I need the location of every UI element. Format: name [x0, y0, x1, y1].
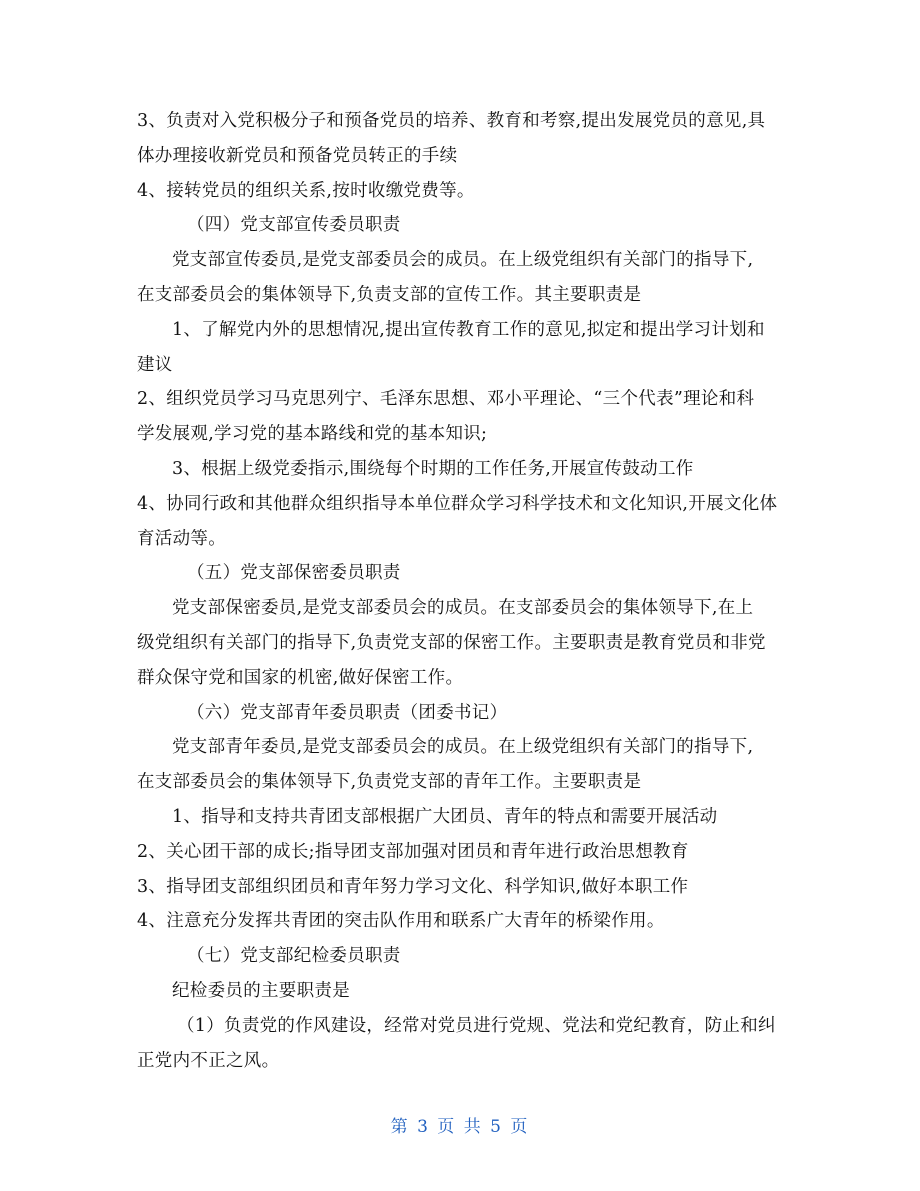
text-line: 1、了解党内外的思想情况,提出宣传教育工作的意见,拟定和提出学习计划和 — [172, 319, 765, 340]
text-line: （1）负责党的作风建设，经常对党员进行党规、党法和党纪教育，防止和纠 — [177, 1015, 776, 1036]
text-line: 学发展观,学习党的基本路线和党的基本知识; — [137, 424, 488, 445]
text-line: 正党内不正之风。 — [137, 1050, 280, 1071]
section-heading: （四）党支部宣传委员职责 — [187, 215, 401, 236]
section-heading: （五）党支部保密委员职责 — [187, 563, 401, 584]
text-line: 3、指导团支部组织团员和青年努力学习文化、科学知识,做好本职工作 — [137, 876, 689, 897]
text-line: 4、协同行政和其他群众组织指导本单位群众学习科学技术和文化知识,开展文化体 — [137, 493, 778, 514]
text-line: 群众保守党和国家的机密,做好保密工作。 — [137, 667, 464, 688]
text-line: 3、负责对入党积极分子和预备党员的培养、教育和考察,提出发展党员的意见,具 — [137, 111, 766, 131]
section-heading: （六）党支部青年委员职责（团委书记） — [187, 702, 508, 723]
text-line: 级党组织有关部门的指导下,负责党支部的保密工作。主要职责是教育党员和非党 — [137, 632, 766, 653]
text-line: 2、关心团干部的成长;指导团支部加强对团员和青年进行政治思想教育 — [137, 841, 689, 862]
text-line: 党支部宣传委员,是党支部委员会的成员。在上级党组织有关部门的指导下, — [172, 250, 754, 271]
text-line: 育活动等。 — [137, 528, 226, 549]
page-number-footer: 第 3 页 共 5 页 — [390, 1117, 530, 1137]
text-line: 3、根据上级党委指示,围绕每个时期的工作任务,开展宣传鼓动工作 — [172, 458, 694, 479]
text-line: 在支部委员会的集体领导下,负责支部的宣传工作。其主要职责是 — [137, 284, 642, 305]
text-line: 建议 — [137, 354, 173, 375]
text-line: 4、注意充分发挥共青团的突击队作用和联系广大青年的桥梁作用。 — [137, 911, 665, 932]
section-heading: （七）党支部纪检委员职责 — [187, 946, 401, 967]
text-line: 2、组织党员学习马克思列宁、毛泽东思想、邓小平理论、“三个代表”理论和科 — [137, 389, 755, 410]
text-line: 纪检委员的主要职责是 — [172, 980, 350, 1001]
text-line: 体办理接收新党员和预备党员转正的手续 — [137, 145, 458, 166]
document-body — [137, 104, 787, 1078]
text-line: 4、接转党员的组织关系,按时收缴党费等。 — [137, 180, 475, 201]
text-line: 党支部青年委员,是党支部委员会的成员。在上级党组织有关部门的指导下, — [172, 737, 754, 758]
text-line: 党支部保密委员,是党支部委员会的成员。在支部委员会的集体领导下,在上 — [172, 598, 754, 619]
text-line: 1、指导和支持共青团支部根据广大团员、青年的特点和需要开展活动 — [172, 806, 718, 827]
text-line: 在支部委员会的集体领导下,负责党支部的青年工作。主要职责是 — [137, 772, 642, 793]
